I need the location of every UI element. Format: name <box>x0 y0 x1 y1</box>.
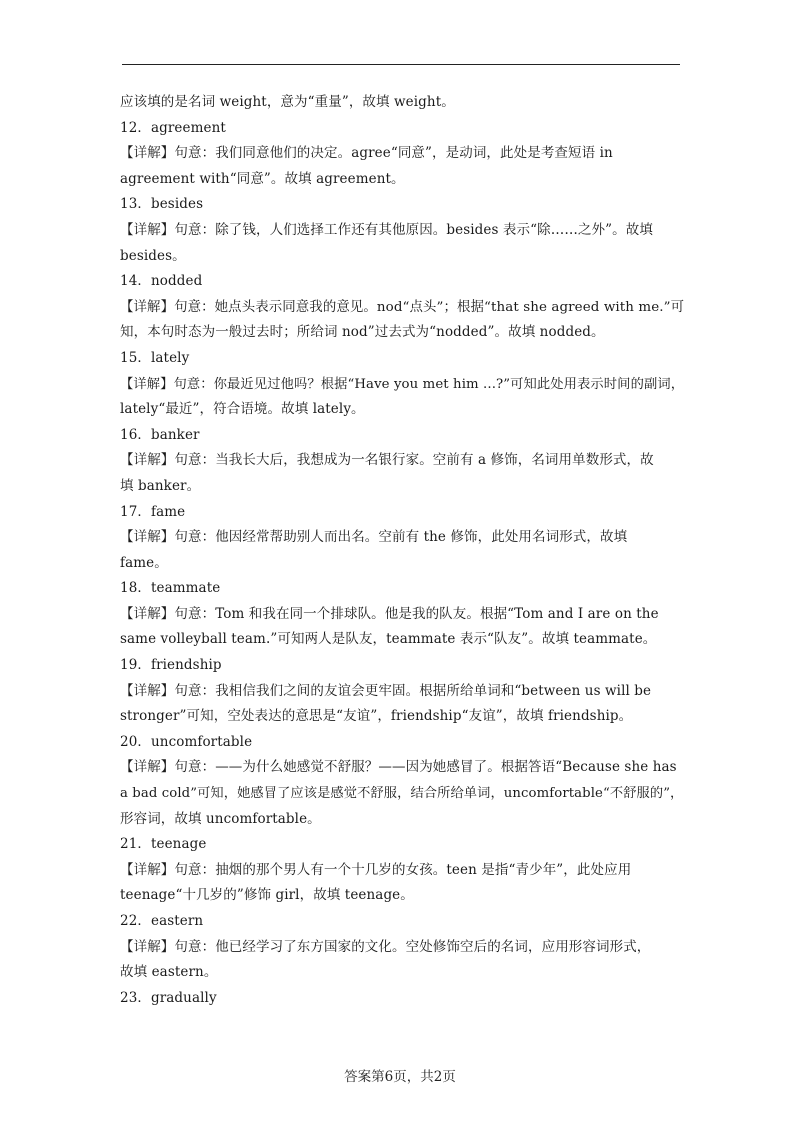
answer-line: 【详解】句意：他因经常帮助别人而出名。空前有 the 修饰，此处用名词形式，故填 <box>120 529 628 546</box>
answer-line: teenage“十几岁的”修饰 girl，故填 teenage。 <box>120 887 414 904</box>
answer-line: 【详解】句意：——为什么她感觉不舒服？——因为她感冒了。根据答语“Because she has <box>120 759 677 776</box>
page-footer: 答案第6页，共2页 <box>344 1069 456 1085</box>
answer-line: agreement with“同意”。故填 agreement。 <box>120 170 405 187</box>
answer-line: 【详解】句意：你最近见过他吗？根据“Have you met him ...?”可知此处用表示时间的副词， <box>120 376 685 392</box>
answer-line: same volleyball team.”可知两人是队友，teammate 表示“队友”。故填 teammate。 <box>120 631 657 648</box>
answer-line: 【详解】句意：除了钱，人们选择工作还有其他原因。besides 表示“除……之外”。故填 <box>120 221 653 238</box>
answer-line: 【详解】句意：他已经学习了东方国家的文化。空处修饰空后的名词，应用形容词形式， <box>120 938 651 955</box>
answer-line: 故填 eastern。 <box>120 964 218 981</box>
header-rule <box>122 64 680 65</box>
answer-line: besides。 <box>120 247 186 264</box>
answer-line: 12．agreement <box>120 119 226 136</box>
answer-line: 【详解】句意：Tom 和我在同一个排球队。他是我的队友。根据“Tom and I are on the <box>120 605 659 622</box>
answer-line: 17．fame <box>120 503 186 520</box>
answer-line: 填 banker。 <box>120 477 201 494</box>
answer-line: 【详解】句意：我们同意他们的决定。agree“同意”，是动词，此处是考查短语 in <box>120 145 613 162</box>
answer-line: 18．teammate <box>120 580 221 597</box>
answer-line: 【详解】句意：我相信我们之间的友谊会更牢固。根据所给单词和“between us will be <box>120 682 652 699</box>
answer-line: 16．banker <box>120 426 200 443</box>
answer-line: 【详解】句意：她点头表示同意我的意见。nod“点头”；根据“that she agreed with me.”可 <box>120 299 685 315</box>
answer-line: 14．nodded <box>120 273 203 290</box>
answer-line: 23．gradually <box>120 989 217 1006</box>
answer-line: 15．lately <box>120 349 190 366</box>
answer-line: 【详解】句意：抽烟的那个男人有一个十几岁的女孩。teen 是指“青少年”，此处应用 <box>120 861 632 878</box>
answer-line: 13．besides <box>120 196 204 213</box>
answer-content <box>120 90 684 1011</box>
answer-line: 【详解】句意：当我长大后，我想成为一名银行家。空前有 a 修饰，名词用单数形式，故 <box>120 452 654 469</box>
answer-line: 20．uncomfortable <box>120 733 253 750</box>
answer-line: stronger”可知，空处表达的意思是“友谊”，friendship“友谊”，故填 friendship。 <box>120 708 633 725</box>
answer-line: fame。 <box>120 554 168 571</box>
answer-line: 22．eastern <box>120 913 204 929</box>
answer-line: 知，本句时态为一般过去时；所给词 nod”过去式为“nodded”。故填 nodded。 <box>120 324 605 341</box>
answer-line: 形容词，故填 uncomfortable。 <box>120 810 321 827</box>
answer-line: 应该填的是名词 weight，意为“重量”，故填 weight。 <box>120 94 455 110</box>
answer-line: lately“最近”，符合语境。故填 lately。 <box>120 401 365 418</box>
answer-line: 19．friendship <box>120 657 222 674</box>
answer-line: a bad cold”可知，她感冒了应该是感觉不舒服，结合所给单词，uncomfortable“不舒服的”， <box>120 786 684 802</box>
answer-line: 21．teenage <box>120 836 207 853</box>
